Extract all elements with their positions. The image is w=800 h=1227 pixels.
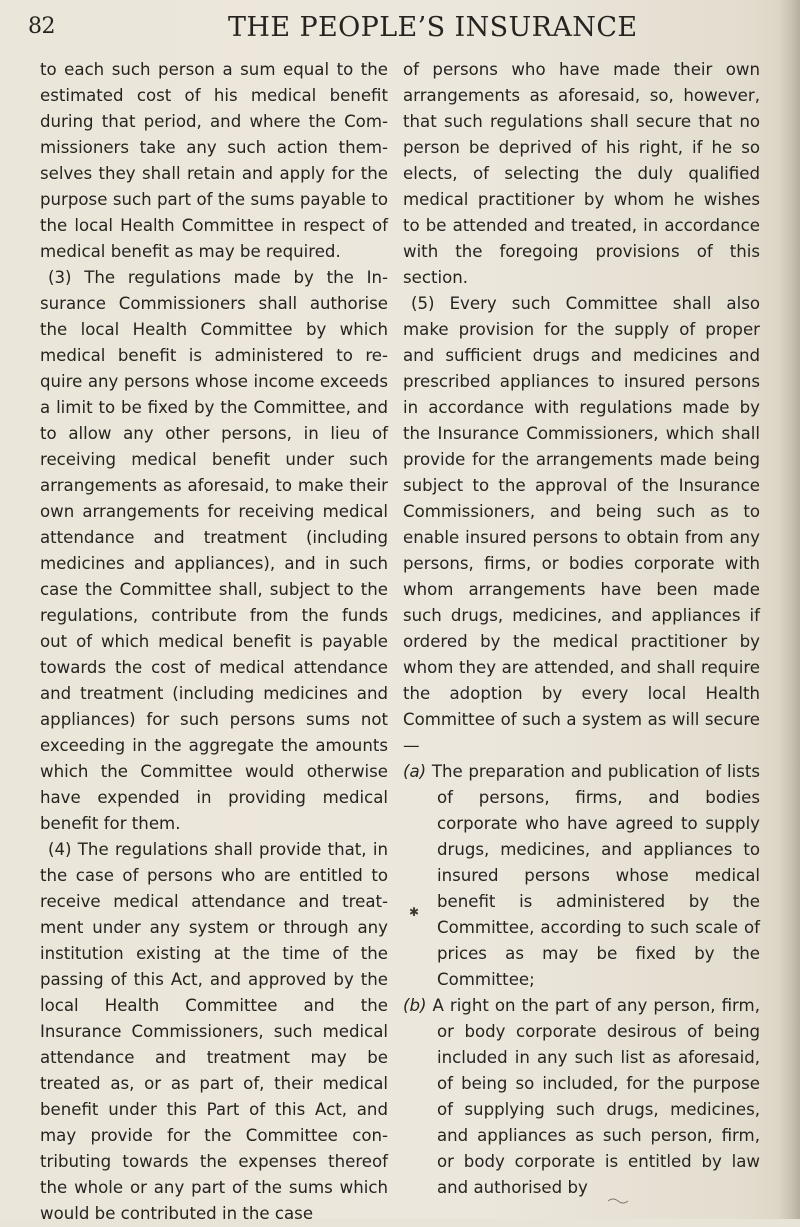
- list-item-a: [403, 759, 760, 993]
- ink-spot-mark: ✱: [409, 905, 420, 919]
- left-paragraph-3: (4) The regulations shall provide that, in the case of persons who are entitled to receive medical attendance and treatment under any system or through any institution existing at the time of the passing of this Act, and approved by the local Health Committee and the Insurance Commissioners, such medical attendance and treatment may be treated as, or as part of, their medical benefit under this Part of this Act, and may provide for the Committee contributing towards the expenses thereof the whole or any part of the sums which would be contributed in the case: [40, 840, 388, 1223]
- list-item-b: [403, 993, 760, 1201]
- left-paragraph-2: (3) The regulations made by the Insurance Commissioners shall authorise the local Health Committee by which medical benefit is administered to require any persons whose income exceeds a limit to be fixed by the Committee, and to allow any other persons, in lieu of receiving medical benefit under such arrangements as aforesaid, to make their own arrangements for receiving medical attendance and treatment (including medicines and appliances), and in such case the Committee shall, subject to the regulations, contribute from the funds out of which medical benefit is payable towards the cost of medical attendance and treatment (including medicines and appliances) for such persons sums not exceeding in the aggregate the amounts which the Committee would otherwise have expended in providing medical benefit for them.: [40, 268, 388, 833]
- page-edge-shadow: [778, 0, 800, 1219]
- running-title: THE PEOPLE’S INSURANCE: [228, 12, 638, 43]
- list-item-b-label: (b): [403, 996, 427, 1015]
- page-header: [28, 12, 772, 46]
- page-number: 82: [28, 14, 55, 39]
- right-paragraph-1: of persons who have made their own arrangements as aforesaid, so, however, that such regulations shall secure that no person be deprived of his right, if he so elects, of selecting the duly qualified medical practitioner by whom he wishes to be attended and treated, in accordance with the foregoing provisions of this section.: [403, 60, 760, 287]
- left-paragraph-1: to each such person a sum equal to the estimated cost of his medical benefit during that period, and where the Commissioners take any such action themselves they shall retain and apply for the purpose such part of the sums payable to the local Health Committee in respect of medical benefit as may be required.: [40, 60, 388, 261]
- right-column: [403, 57, 760, 1201]
- list-item-a-text: The preparation and publication of lists of persons, firms, and bodies corporate who have agreed to supply drugs, medicines, and appliances to insured persons whose medical benefit is administered by the Committee, according to such scale of prices as may be fixed by the Committee;: [426, 762, 760, 989]
- left-column: [40, 57, 388, 1227]
- list-item-a-label: (a): [403, 762, 427, 781]
- right-paragraph-2: (5) Every such Committee shall also make provision for the supply of proper and sufficient drugs and medicines and prescribed appliances to insured persons in accordance with regulations made by the Insurance Commissioners, which shall provide for the arrangements made being subject to the approval of the Insurance Commissioners, and being such as to enable insured persons to obtain from any persons, firms, or bodies corporate with whom arrangements have been made such drugs, medicines, and appliances if ordered by the medical practitioner by whom they are attended, and shall require the adoption by every local Health Committee of such a system as will secure—: [403, 294, 760, 755]
- pencil-mark: [607, 1196, 629, 1206]
- list-item-b-text: A right on the part of any person, firm, or body corporate desirous of being included in any such list as aforesaid, of being so included, for the purpose of supplying such drugs, medicines, and appliances as such person, firm, or body corporate is entitled by law and authorised by: [426, 996, 760, 1197]
